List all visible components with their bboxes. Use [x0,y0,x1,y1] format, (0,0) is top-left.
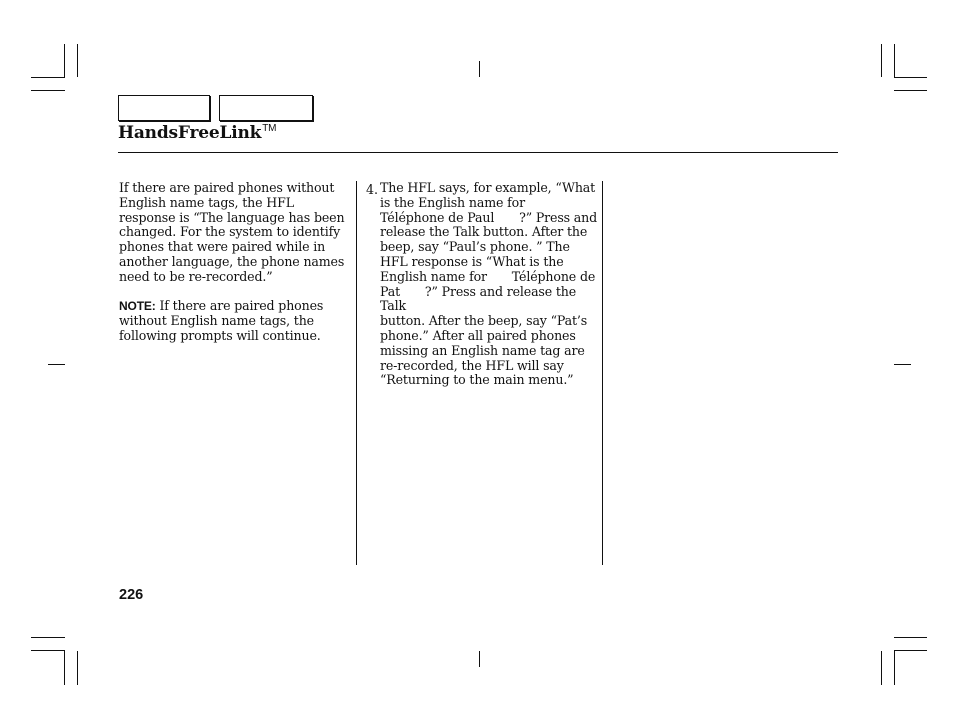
note-paragraph [119,299,347,343]
note-text: If there are paired phones without English name tags, the following prompts will continue. [119,298,324,343]
crop-mark [77,44,78,77]
page-title-text: HandsFreeLink [118,123,262,143]
registration-mark [479,61,480,77]
page-title [118,123,276,143]
section-tab-box [219,95,313,121]
crop-mark [894,90,927,91]
step-number: 4. [366,182,379,197]
crop-mark [894,637,927,638]
crop-mark [894,650,927,651]
crop-mark [881,651,882,685]
crop-mark [894,44,895,77]
registration-mark [894,364,911,365]
crop-mark [31,650,65,651]
trademark-mark: TM [262,123,277,134]
crop-mark [31,637,65,638]
column-divider [602,181,603,565]
crop-mark [64,44,65,77]
crop-mark [64,651,65,685]
crop-mark [31,90,65,91]
crop-mark [881,44,882,77]
left-column-paragraph: If there are paired phones without English name tags, the HFL response is “The language has been changed. For the system to identify phones that were paired while in another language, the phone names need to be re-recorded.” [119,180,345,284]
header-rule [118,152,838,153]
section-tab-box [118,95,210,121]
crop-mark [31,77,65,78]
crop-mark [77,651,78,685]
step-text: The HFL says, for example, “What is the English name for Téléphone de Paul ?” Press and release the Talk button. After the beep, say “Paul’s phone. ” The HFL response is “What is the English name for Téléphone de Pat ?” Press and release the Talk button. After the beep, say “Pat’s phone.” After all paired phones missing an English name tag are re-recorded, the HFL will say “Returning to the main menu.” [380,180,598,388]
page-number: 226 [119,587,144,603]
registration-mark [479,651,480,667]
registration-mark [48,364,65,365]
note-label: NOTE: [119,299,156,313]
crop-mark [894,77,927,78]
column-divider [356,181,357,565]
crop-mark [894,651,895,685]
